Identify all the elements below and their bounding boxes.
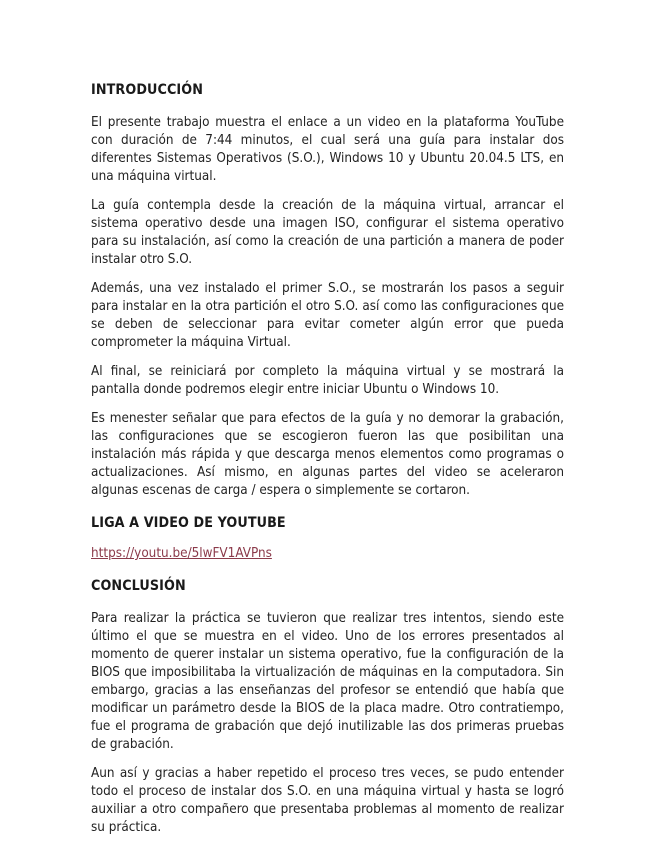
section-heading-liga: LIGA A VIDEO DE YOUTUBE xyxy=(91,515,286,531)
conclusion-paragraph-1: Para realizar la práctica se tuvieron que realizar tres intentos, siendo este último el que se muestra en el video. Uno de los errores presentados al momento de querer instalar un sistema operativo, fue la configuración de la BIOS que imposibilitaba la virtualización de máquinas en la computadora. Sin embargo, gracias a las enseñanzas del profesor se entendió que había que modificar un parámetro desde la BIOS de la placa madre. Otro contratiempo, fue el programa de grabación que dejó inutilizable las dos primeras pruebas de grabación. xyxy=(91,611,564,752)
conclusion-paragraph-2: Aun así y gracias a haber repetido el proceso tres veces, se pudo entender todo el proceso de instalar dos S.O. en una máquina virtual y hasta se logró auxiliar a otro compañero que presentaba problemas al momento de realizar su práctica. xyxy=(91,766,564,835)
section-heading-introduccion: INTRODUCCIÓN xyxy=(91,82,203,98)
section-heading-conclusion: CONCLUSIÓN xyxy=(91,578,186,594)
intro-paragraph-5: Es menester señalar que para efectos de la guía y no demorar la grabación, las configuraciones que se escogieron fueron las que posibilitan una instalación más rápida y que descarga menos elementos como programas o actualizaciones. Así mismo, en algunas partes del video se aceleraron algunas escenas de carga / espera o simplemente se cortaron. xyxy=(91,411,564,498)
video-link-paragraph xyxy=(91,545,564,563)
intro-paragraph-4: Al final, se reiniciará por completo la máquina virtual y se mostrará la pantalla donde podremos elegir entre iniciar Ubuntu o Windows 10. xyxy=(91,364,564,397)
youtube-video-link[interactable]: https://youtu.be/5lwFV1AVPns xyxy=(91,546,272,561)
intro-paragraph-3: Además, una vez instalado el primer S.O., se mostrarán los pasos a seguir para instalar en la otra partición el otro S.O. así como las configuraciones que se deben de seleccionar para evitar cometer algún error que pueda comprometer la máquina Virtual. xyxy=(91,281,564,350)
document-body xyxy=(91,80,564,837)
intro-paragraph-2: La guía contempla desde la creación de la máquina virtual, arrancar el sistema operativo desde una imagen ISO, configurar el sistema operativo para su instalación, así como la creación de una partición a manera de poder instalar otro S.O. xyxy=(91,198,564,267)
intro-paragraph-1: El presente trabajo muestra el enlace a un video en la plataforma YouTube con duración de 7:44 minutos, el cual será una guía para instalar dos diferentes Sistemas Operativos (S.O.), Windows 10 y Ubuntu 20.04.5 LTS, en una máquina virtual. xyxy=(91,115,564,184)
